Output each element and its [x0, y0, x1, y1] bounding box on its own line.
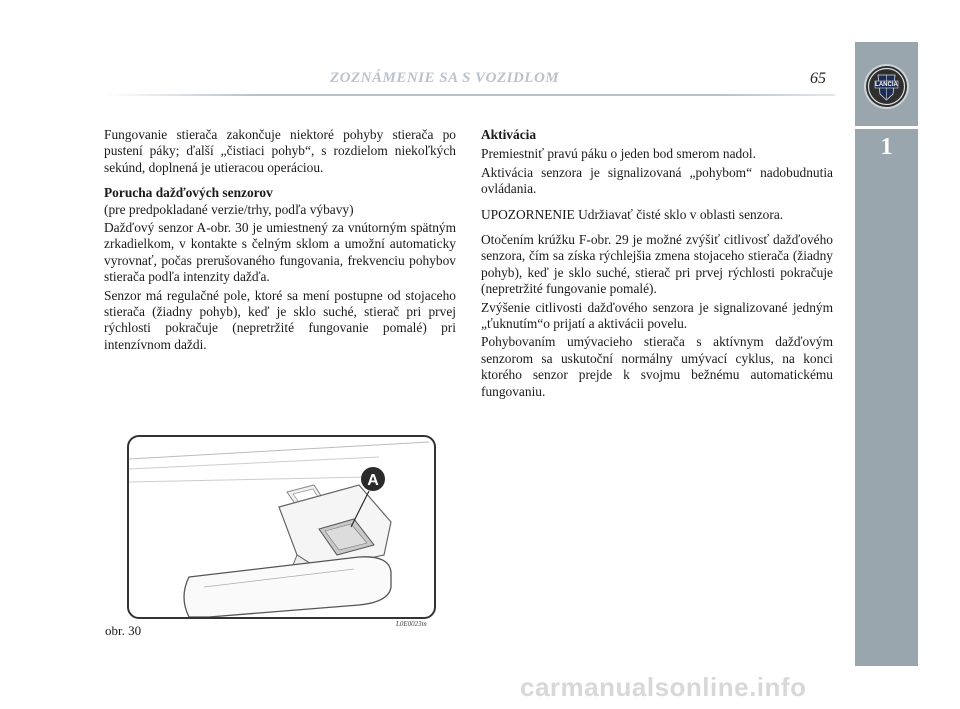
rain-sensor-illustration	[129, 437, 434, 617]
watermark: carmanualsonline.info	[520, 672, 807, 702]
figure-caption: obr. 30	[105, 623, 142, 638]
page-number: 65	[810, 70, 826, 87]
section-subheading: (pre predpokladané verzie/trhy, podľa výbavy)	[104, 201, 354, 217]
sidebar-separator	[855, 126, 918, 129]
header-rule	[105, 94, 835, 96]
logo-wordmark: LANCIA	[875, 82, 898, 88]
paragraph: Aktivácia senzora je signalizovaná „pohybom“ nadobudnutia ovládania.	[481, 164, 833, 197]
paragraph: Senzor má regulačné pole, ktoré sa mení postupne od stojaceho stierača (žiadny pohyb), keď je sklo suché, stierač pri prvej rýchlosti pokračuje (nepretržité fungovanie pomalé) pri intenzívnom daždi.	[104, 287, 456, 352]
warning-paragraph: UPOZORNENIE Udržiavať čisté sklo v oblasti senzora.	[481, 206, 784, 222]
paragraph: Dažďový senzor A-obr. 30 je umiestnený za vnútorným spätným zrkadielkom, v kontakte s čelným sklom a umožní automaticky vyrovnať, počas prerušovaného fungovania, frekvenciu pohybov stierača podľa intenzity dažďa.	[104, 220, 456, 285]
callout-label: A	[367, 472, 379, 489]
paragraph: Zvýšenie citlivosti dažďového senzora je signalizované jedným „ťuknutím“o prijatí a aktivácii povelu.	[481, 299, 833, 332]
right-text-column	[481, 127, 833, 409]
paragraph: Fungovanie stierača zakončuje niektoré pohyby stierača po pustení páky; ďalší „čistiaci pohyb“, s rozdielom niekoľkých sekúnd, doplnená je utieracou operáciou.	[104, 127, 456, 175]
chapter-number: 1	[880, 134, 893, 160]
section-heading: Porucha dažďových senzorov	[104, 185, 273, 201]
lancia-logo-icon	[866, 66, 907, 107]
left-text-column	[104, 127, 456, 362]
running-header-title: ZOZNÁMENIE SA S VOZIDLOM	[330, 70, 560, 86]
section-heading: Aktivácia	[481, 127, 537, 142]
paragraph: Otočením krúžku F-obr. 29 je možné zvýšiť citlivosť dažďového senzora, čím sa získa rýchlejšia zmena stojaceho stierača (žiadny pohyb), keď je sklo suché, stierač pri prvej rýchlosti pokračuje (nepretržité fungovanie pomalé).	[481, 232, 833, 297]
figure-code: L0E0023m	[396, 620, 427, 628]
figure-rain-sensor	[127, 435, 436, 619]
paragraph: Premiestniť pravú páku o jeden bod smerom nadol.	[481, 146, 756, 162]
paragraph: Pohybovaním umývacieho stierača s aktívnym dažďovým senzorom sa uskutoční normálny umývací cyklus, na konci ktorého senzor prejde k svojmu bežnému automatickému fungovaniu.	[481, 334, 833, 399]
